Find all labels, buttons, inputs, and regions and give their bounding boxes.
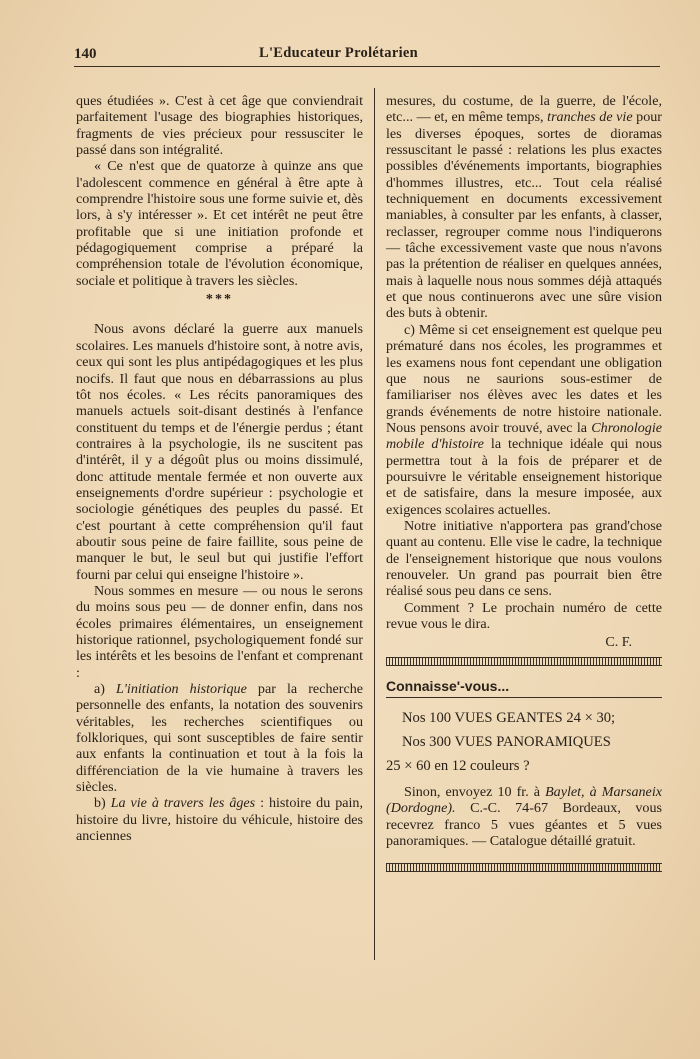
emphasis: Chronologie mobile d'histoire bbox=[386, 419, 662, 453]
page-header bbox=[74, 44, 660, 67]
signature: C. F. bbox=[605, 634, 632, 651]
list-item-title: La vie à travers les âges bbox=[110, 795, 256, 812]
paragraph bbox=[386, 322, 662, 518]
paragraph: ques étudiées ». C'est à cet âge que conviendrait parfaitement l'usage des biographies historiques, fragments de vies précieux pour ressusciter le passé dans son intégralité. bbox=[76, 93, 363, 159]
running-title: L'Educateur Prolétarien bbox=[259, 45, 419, 61]
column-divider bbox=[374, 88, 375, 960]
list-item bbox=[76, 681, 363, 795]
advertisement-title: Connaisse'-vous... bbox=[386, 678, 662, 698]
advertisement-line: 25 × 60 en 12 couleurs ? bbox=[386, 758, 530, 775]
paragraph: Comment ? Le prochain numéro de cette revue vous le dira. bbox=[386, 599, 662, 632]
advertisement bbox=[386, 678, 662, 850]
paragraph bbox=[386, 93, 662, 322]
paragraph-text: mesures, du costume, de la guerre, de l'école, etc... — et, en même temps, bbox=[386, 93, 662, 126]
left-column bbox=[76, 93, 363, 844]
paragraph: « Ce n'est que de quatorze à quinze ans que l'adolescent commence en général à être apte à comprendre l'histoire sous une forme suivie et, dès lors, à s'y intéresser ». Et cet intérêt ne peut être profitable que si une initiation profonde et pédagogiquement comprise a préparé la compréhension totale de l'évolution économique, sociale et politique à travers les siècles. bbox=[76, 158, 363, 289]
ornamental-rule bbox=[386, 863, 662, 872]
paragraph: Nous avons déclaré la guerre aux manuels scolaires. Les manuels d'histoire sont, à notre avis, ceux qui sont les plus antipédagogiques et les plus nocifs. Il faut que nous en débarrassions au plus tôt nos écoles. « Les récits panoramiques des manuels actuels soit-disant destinés à l'enfance constituent du temps et de l'énergie perdus ; étant contraires à la psychologie, ils ne suscitent pas d'intérêt, il y a dégoût plus ou moins dissimulé, donc attitude mentale fermée et non ouverte aux enseignements d'ordre supérieur : psychologie et sociologie génétiques des peuples du passé. Et c'est pourtant à cette compréhension qu'il faut aboutir sous peine de faire faillite, sous peine de manquer le but, le seul but qui justifie l'effort fourni par celui qui enseigne l'histoire ». bbox=[76, 321, 363, 583]
list-item-text: : histoire du pain, histoire du livre, histoire du véhicule, histoire des anciennes bbox=[76, 795, 364, 845]
advertisement-text-part: C.-C. 74-67 Bordeaux, vous recevrez franco 5 vues géantes et 5 vues panoramiques. — Catalogue détaillé gratuit. bbox=[386, 800, 662, 850]
list-item-marker: a) bbox=[94, 681, 117, 698]
advertiser-name: Baylet, à Marsaneix (Dordogne). bbox=[386, 784, 662, 817]
emphasis: tranches de vie bbox=[547, 109, 633, 126]
advertisement-line: Nos 100 VUES GEANTES 24 × 30; bbox=[402, 710, 616, 727]
section-separator: *** bbox=[205, 291, 234, 308]
advertisement-text bbox=[386, 784, 662, 849]
paragraph: Notre initiative n'apportera pas grand'chose quant au contenu. Elle vise le cadre, la technique de l'enseignement historique que nous voulons renouveler. Un grand pas pourrait bien être réalisé sous peu dans ce sens. bbox=[386, 517, 662, 600]
paragraph: Nous sommes en mesure — ou nous le serons du moins sous peu — de donner enfin, dans nos écoles primaires élémentaires, un enseignement historique rationnel, psychologiquement fondé sur les intérêts et les besoins de l'enfant et comprenant : bbox=[76, 582, 363, 681]
advertisement-line: Nos 300 VUES PANORAMIQUES bbox=[402, 734, 611, 751]
paragraph-text: la technique idéale qui nous permettra tout à la fois de préparer et de poursuivre le véritable enseignement historique et de satisfaire, dans la mesure imposée, aux exigences scolaires actuelles. bbox=[386, 436, 662, 518]
list-item-title: L'initiation historique bbox=[116, 681, 247, 698]
list-item bbox=[76, 795, 363, 844]
list-item-marker: b) bbox=[94, 795, 111, 812]
list-item-text: par la recherche personnelle des enfants, la notation des souvenirs véritables, les recherches scientifiques ou folkloriques, qui sont susceptibles de faire sentir aux enfants la continuation et tout à la fois la différenciation de la vie humaine à travers les siècles. bbox=[76, 681, 364, 796]
ornamental-rule bbox=[386, 657, 662, 666]
page-number: 140 bbox=[74, 46, 97, 62]
paragraph-text: pour les diverses époques, sortes de dioramas ressuscitant le passé : relations les plus exactes possibles d'événements importants, biographies d'hommes illustres, etc... Tout cela réalisé techniquement en documents excessivement maniables, à consulter par les enfants, à classer, reclasser, regrouper comme nous l'indiquerons — tâche excessivement vaste que nous n'avons pas la prétention de réaliser en quelques années, mais à laquelle nous nous sommes déjà attaqués et que nous continuerons avec une sûre vision des buts à obtenir. bbox=[386, 109, 662, 322]
advertisement-text-part: Sinon, envoyez 10 fr. à bbox=[404, 784, 546, 801]
right-column bbox=[386, 93, 662, 872]
paragraph-text: c) Même si cet enseignement est quelque peu prématuré dans nos écoles, les programmes et les examens nous font cependant une obligation que nous ne saurions sous-estimer de familiariser nos élèves avec les dates et les grands événements de notre histoire nationale. Nous pensons avoir trouvé, avec la bbox=[386, 321, 662, 436]
